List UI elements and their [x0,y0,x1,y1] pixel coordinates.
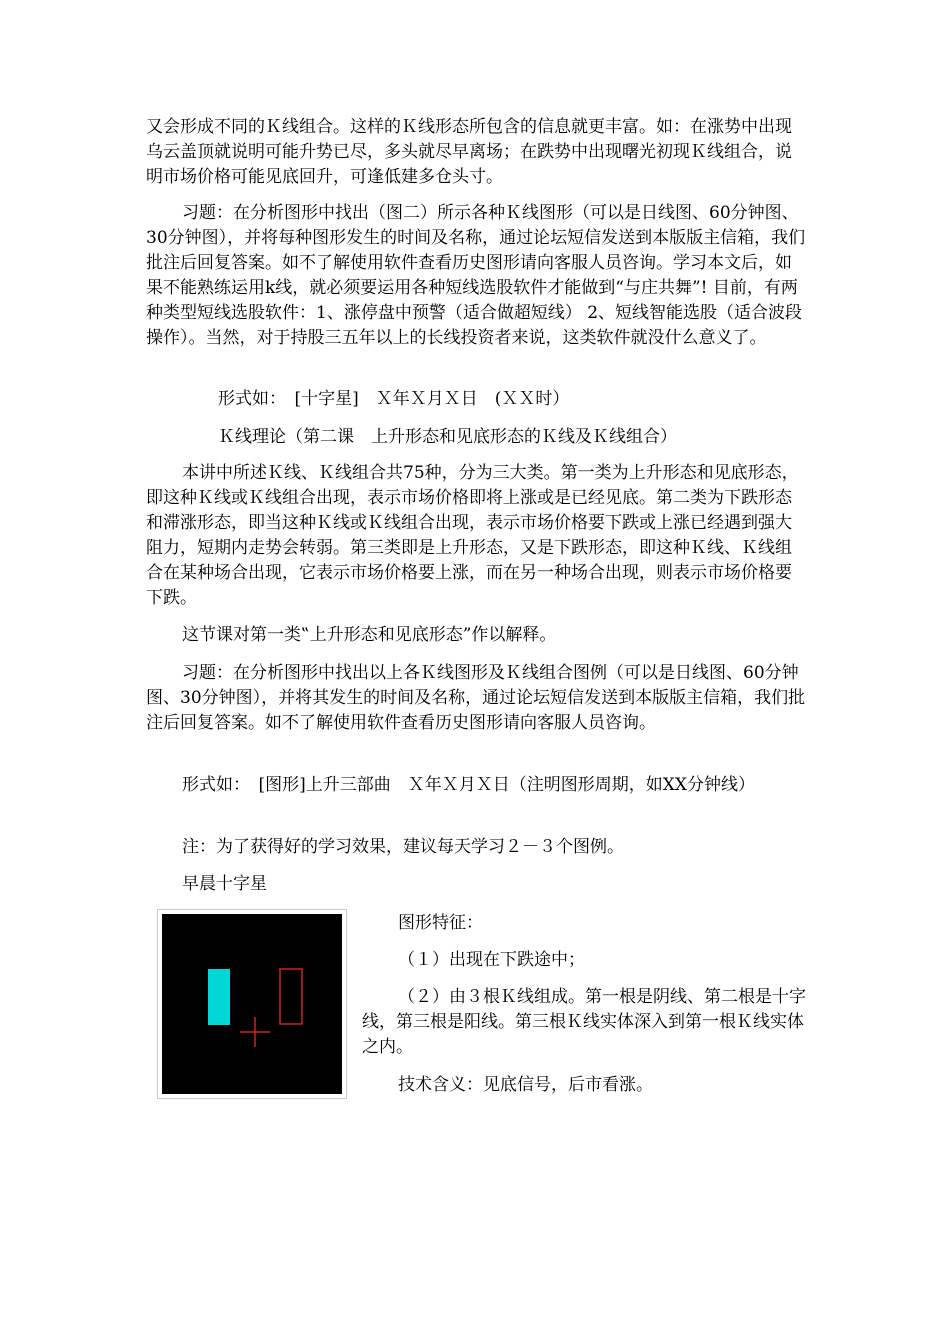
paragraph-first-category: 这节课对第一类‟上升形态和见底形态”作以解释。 [182,625,557,645]
features-heading: 图形特征： [398,913,483,933]
format-example-one: 形式如： [十字星] Ｘ年Ｘ月Ｘ日 (ＸＸ时） [218,389,570,409]
feature-item-two: （２）由３根Ｋ线组成。第一根是阴线、第二根是十字线，第三根是阳线。第三根Ｋ线实体深入到第一根Ｋ线实体之内。 [362,987,806,1057]
study-note: 注：为了获得好的学习效果，建议每天学习２－３个图例。 [182,837,624,857]
feature-item-one: （１）出现在下跌途中； [398,950,585,970]
chart-background [162,914,342,1094]
paragraph-k-line-combination: 又会形成不同的Ｋ线组合。这样的Ｋ线形态所包含的信息就更丰富。如：在涨势中出现乌云盖顶就说明可能升势已尽，多头就尽早离场；在跌势中出现曙光初现Ｋ线组合，说明市场价格可能见底回升，可逢低建多仓头寸。 [146,117,792,187]
bearish-candle [208,969,230,1025]
paragraph-exercise-one: 习题：在分析图形中找出（图二）所示各种Ｋ线图形（可以是日线图、60分钟图、30分钟图），并将每种图形发生的时间及名称，通过论坛短信发送到本版版主信箱，我们批注后回复答案。如不了解使用软件查看历史图形请向客服人员咨询。学习本文后，如果不能熟练运用k线，就必须要运用各种短线选股软件才能做到“与庄共舞”! 目前，有两种类型短线选股软件：1、涨停盘中预警（适合做超短线） 2、短线智能选股（适合波段操作）。当然，对于持股三五年以上的长线投资者来说，这类软件就没什么意义了。 [146,203,806,348]
pattern-name-morning-doji-star: 早晨十字星 [182,874,267,894]
paragraph-exercise-two: 习题：在分析图形中找出以上各Ｋ线图形及Ｋ线组合图例（可以是日线图、60分钟图、30分钟图），并将其发生的时间及名称，通过论坛短信发送到本版版主信箱，我们批注后回复答案。如不了解使用软件查看历史图形请向客服人员咨询。 [146,663,806,733]
candlestick-chart [162,914,342,1094]
lesson-title: Ｋ线理论（第二课 上升形态和见底形态的Ｋ线及Ｋ线组合） [218,427,677,447]
format-example-two: 形式如： [图形]上升三部曲 Ｘ年Ｘ月Ｘ日（注明图形周期，如XX分钟线） [182,775,755,795]
candlestick-figure [157,909,347,1099]
paragraph-lesson-intro: 本讲中所述Ｋ线、Ｋ线组合共75种，分为三大类。第一类为上升形态和见底形态，即这种Ｋ线或Ｋ线组合出现，表示市场价格即将上涨或是已经见底。第二类为下跌形态和滞涨形态，即当这种Ｋ线或Ｋ线组合出现，表示市场价格要下跌或上涨已经遇到强大阻力，短期内走势会转弱。第三类即是上升形态，又是下跌形态，即这种Ｋ线、Ｋ线组合在某种场合出现，它表示市场价格要上涨，而在另一种场合出现，则表示市场价格要下跌。 [146,463,799,608]
technical-meaning: 技术含义：见底信号，后市看涨。 [398,1075,653,1095]
